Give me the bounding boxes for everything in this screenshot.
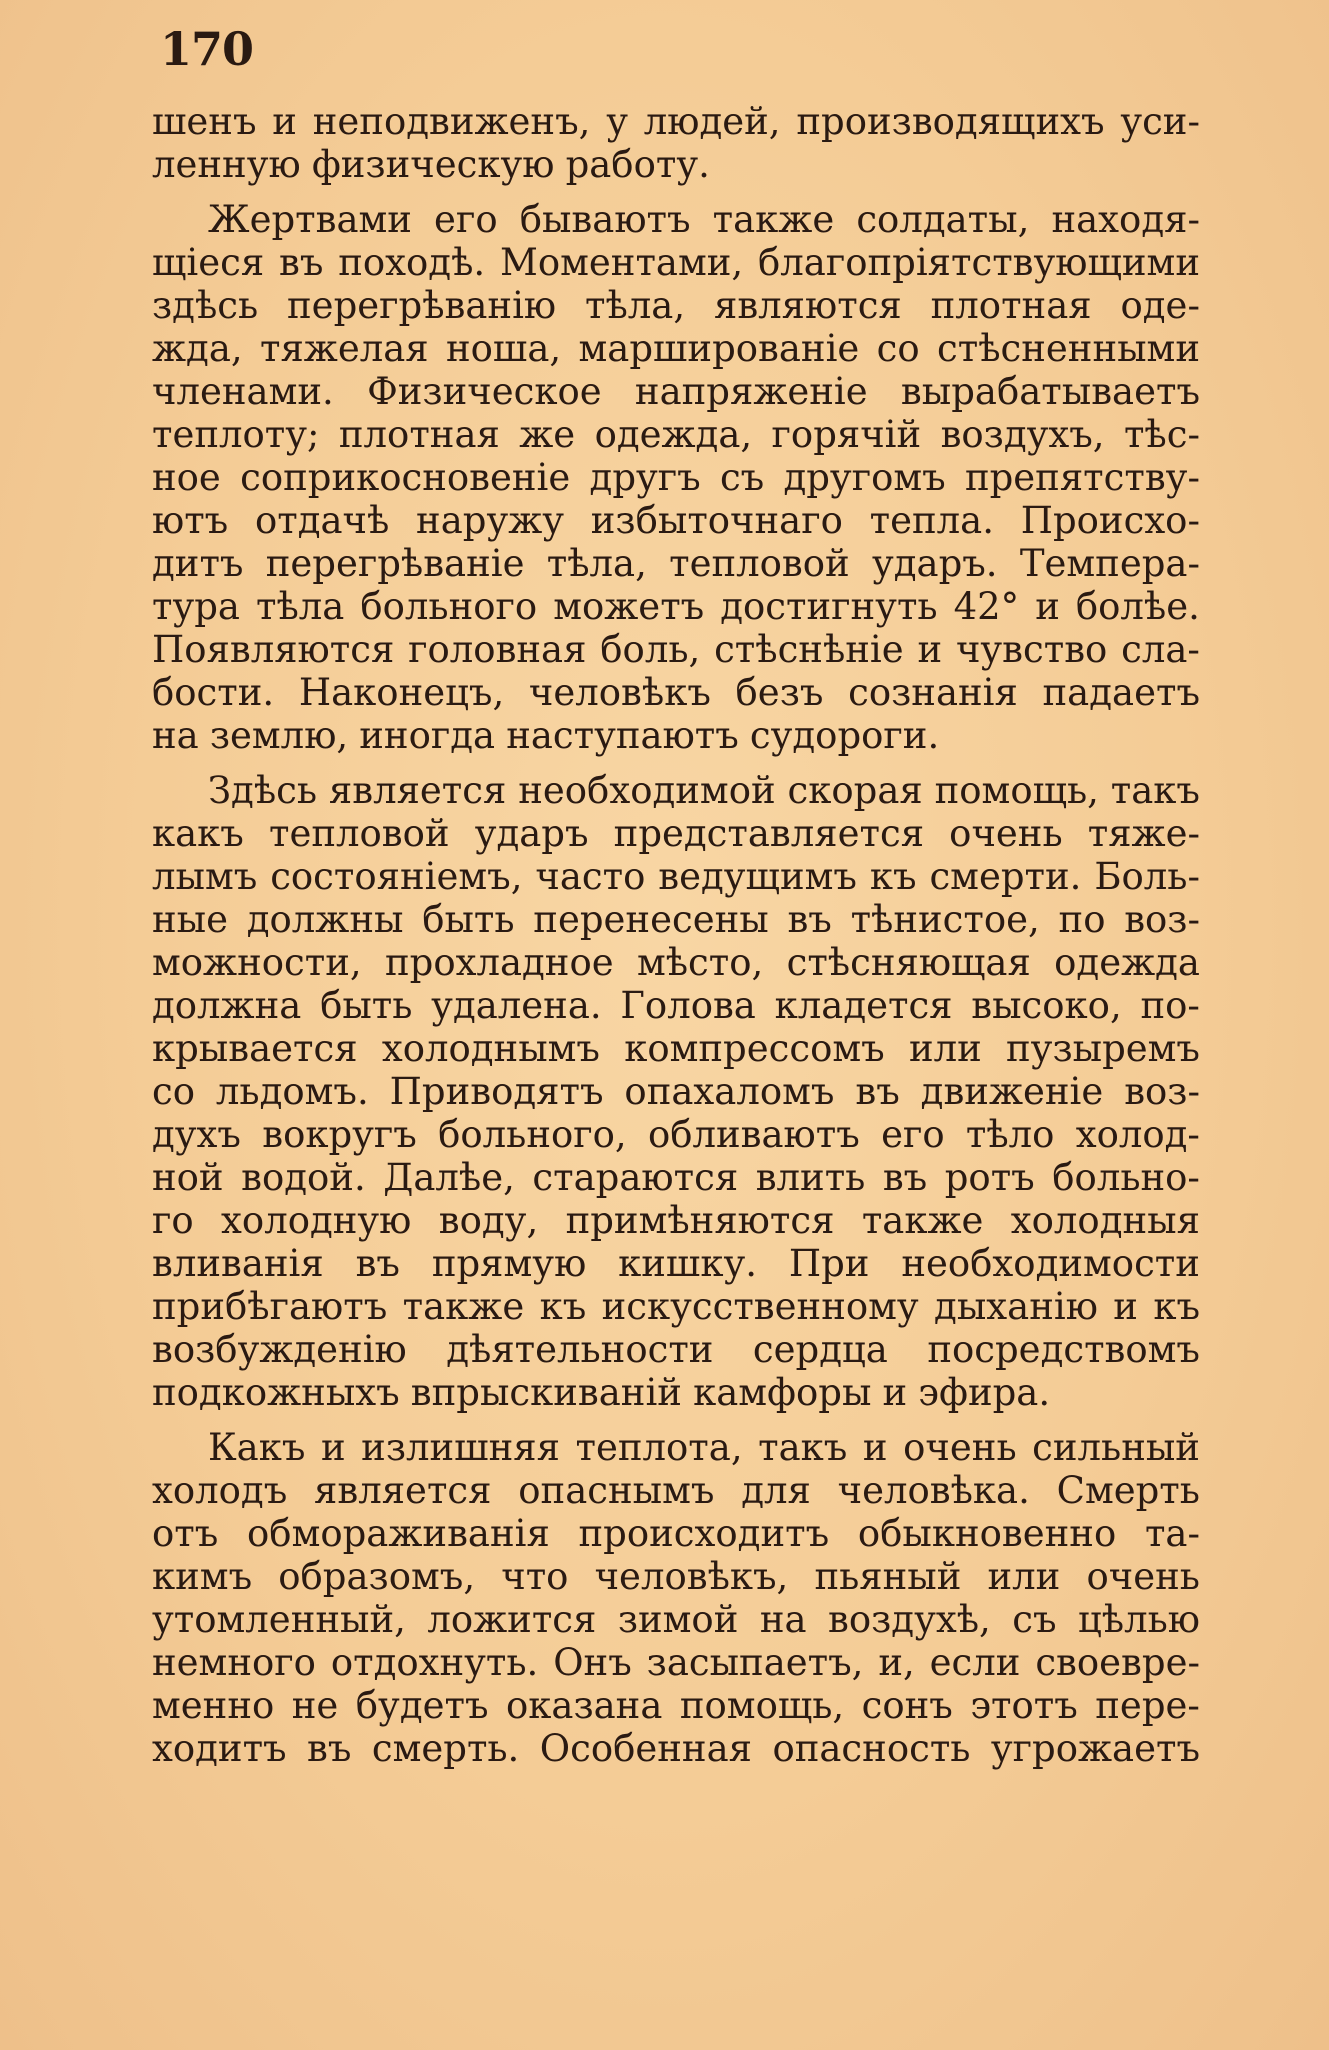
text-line: ленную физическую работу. xyxy=(152,143,710,186)
text-line: го холодную воду, примѣняются также холодныя xyxy=(152,1199,1200,1242)
text-line: немного отдохнуть. Онъ засыпаетъ, и, если своевре- xyxy=(152,1641,1200,1684)
text-line: можности, прохладное мѣсто, стѣсняющая одежда xyxy=(152,941,1200,984)
paragraph xyxy=(152,198,1200,757)
text-line: щіеся въ походѣ. Моментами, благопріятствующими xyxy=(152,241,1200,284)
text-line: на землю, иногда наступаютъ судороги. xyxy=(152,714,940,757)
text-line: утомленный, ложится зимой на воздухѣ, съ цѣлью xyxy=(152,1598,1200,1641)
text-line: членами. Физическое напряженіе вырабатываетъ xyxy=(152,370,1200,413)
text-line: здѣсь перегрѣванію тѣла, являются плотная оде- xyxy=(152,284,1200,327)
paragraph xyxy=(152,1426,1200,1770)
text-line: ные должны быть перенесены въ тѣнистое, по воз- xyxy=(152,898,1200,941)
text-line: шенъ и неподвиженъ, у людей, производящихъ уси- xyxy=(152,100,1200,143)
text-line: какъ тепловой ударъ представляется очень тяже- xyxy=(152,812,1200,855)
text-line: Жертвами его бываютъ также солдаты, находя- xyxy=(208,198,1200,241)
text-line: ютъ отдачѣ наружу избыточнаго тепла. Происхо- xyxy=(152,499,1200,542)
text-line: жда, тяжелая ноша, маршированіе со стѣсненными xyxy=(152,327,1200,370)
text-line: Какъ и излишняя теплота, такъ и очень сильный xyxy=(208,1426,1200,1469)
text-line: ходитъ въ смерть. Особенная опасность угрожаетъ xyxy=(152,1727,1200,1770)
text-line: теплоту; плотная же одежда, горячій воздухъ, тѣс- xyxy=(152,413,1200,456)
text-line: отъ обмораживанія происходитъ обыкновенно та- xyxy=(152,1512,1200,1555)
text-line: возбужденію дѣятельности сердца посредствомъ xyxy=(152,1328,1200,1371)
text-line: Появляются головная боль, стѣснѣніе и чувство сла- xyxy=(152,628,1200,671)
text-line: тура тѣла больного можетъ достигнуть 42° и болѣе. xyxy=(152,585,1200,628)
text-line: прибѣгаютъ также къ искусственному дыханію и къ xyxy=(152,1285,1200,1328)
text-line: дитъ перегрѣваніе тѣла, тепловой ударъ. Темпера- xyxy=(152,542,1200,585)
text-line: ное соприкосновеніе другъ съ другомъ препятству- xyxy=(152,456,1200,499)
text-line: менно не будетъ оказана помощь, сонъ этотъ пере- xyxy=(152,1684,1200,1727)
text-line: подкожныхъ впрыскиваній камфоры и эфира. xyxy=(152,1371,1051,1414)
text-line: лымъ состояніемъ, часто ведущимъ къ смерти. Боль- xyxy=(152,855,1200,898)
text-line: духъ вокругъ больного, обливаютъ его тѣло холод- xyxy=(152,1113,1200,1156)
paragraph xyxy=(152,769,1200,1414)
body-text xyxy=(152,100,1200,1782)
text-line: вливанія въ прямую кишку. При необходимости xyxy=(152,1242,1200,1285)
page-number: 170 xyxy=(160,22,254,76)
text-line: бости. Наконецъ, человѣкъ безъ сознанія падаетъ xyxy=(152,671,1200,714)
text-line: кимъ образомъ, что человѣкъ, пьяный или очень xyxy=(152,1555,1200,1598)
text-line: со льдомъ. Приводятъ опахаломъ въ движеніе воз- xyxy=(152,1070,1200,1113)
text-line: крывается холоднымъ компрессомъ или пузыремъ xyxy=(152,1027,1200,1070)
text-line: ной водой. Далѣе, стараются влить въ ротъ больно- xyxy=(152,1156,1200,1199)
text-line: Здѣсь является необходимой скорая помощь, такъ xyxy=(208,769,1200,812)
paragraph xyxy=(152,100,1200,186)
text-line: должна быть удалена. Голова кладется высоко, по- xyxy=(152,984,1200,1027)
text-line: холодъ является опаснымъ для человѣка. Смерть xyxy=(152,1469,1200,1512)
